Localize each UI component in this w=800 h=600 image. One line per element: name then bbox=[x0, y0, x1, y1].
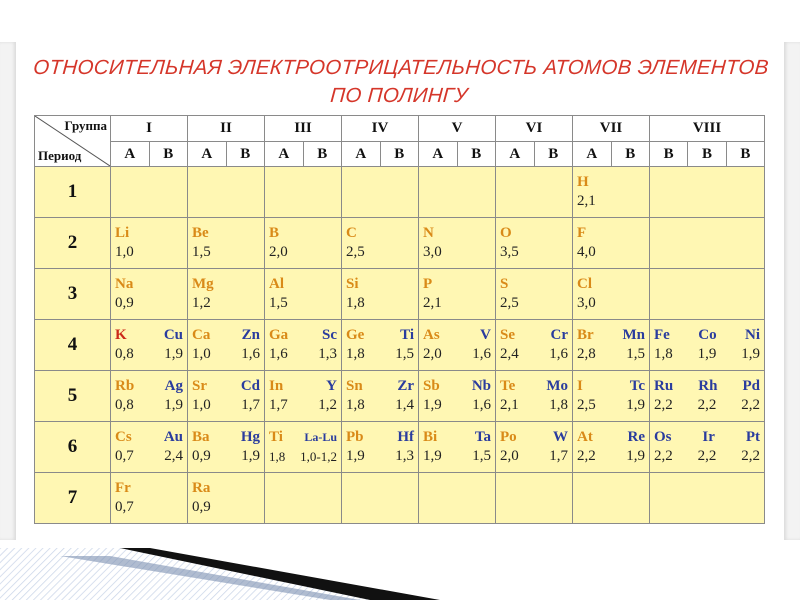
element-symbol: Ga bbox=[269, 327, 289, 343]
electronegativity-value: 1,8 bbox=[346, 397, 365, 413]
electronegativity-value: 1,9 bbox=[741, 346, 760, 362]
electronegativity-value: 1,5 bbox=[269, 295, 288, 311]
element-symbol: Ra bbox=[192, 480, 211, 496]
electronegativity-value: 2,2 bbox=[741, 397, 760, 413]
electronegativity-value: 1,0 bbox=[115, 244, 134, 260]
subgroup-label: A bbox=[124, 145, 136, 162]
electronegativity-value: 1,3 bbox=[318, 346, 337, 362]
element-cell bbox=[419, 218, 496, 269]
period-row bbox=[35, 473, 765, 524]
electronegativity-value: 1,6 bbox=[549, 346, 568, 362]
electronegativity-value: 0,7 bbox=[115, 448, 134, 464]
electronegativity-value: 1,5 bbox=[626, 346, 645, 362]
element-symbol: Zr bbox=[397, 378, 414, 394]
element-symbol: Mn bbox=[622, 327, 645, 343]
element-symbol: Ba bbox=[192, 429, 210, 445]
electronegativity-value: 3,0 bbox=[423, 244, 442, 260]
electronegativity-value: 2,0 bbox=[423, 346, 442, 362]
element-symbol: Sb bbox=[423, 378, 440, 394]
element-cell bbox=[573, 269, 650, 320]
subgroup-label: B bbox=[317, 145, 328, 162]
element-symbol: Ru bbox=[654, 378, 674, 394]
group-header-IV: IV bbox=[342, 116, 419, 142]
element-symbol: Ta bbox=[474, 429, 491, 445]
element-cell bbox=[188, 269, 265, 320]
element-symbol: Pb bbox=[346, 429, 364, 445]
element-symbol: Li bbox=[115, 225, 130, 241]
element-symbol: W bbox=[553, 429, 568, 445]
element-cell bbox=[419, 473, 496, 524]
electronegativity-value: 2,4 bbox=[164, 448, 183, 464]
element-symbol: Po bbox=[500, 429, 517, 445]
element-cell bbox=[342, 167, 419, 218]
element-cell bbox=[650, 371, 765, 422]
electronegativity-value: 2,1 bbox=[423, 295, 442, 311]
electronegativity-value: 2,2 bbox=[654, 397, 673, 413]
element-cell bbox=[265, 371, 342, 422]
element-symbol: Hg bbox=[240, 429, 260, 445]
element-cell bbox=[111, 320, 188, 371]
element-symbol: Sc bbox=[322, 327, 337, 343]
element-cell bbox=[265, 320, 342, 371]
electronegativity-value: 1,9 bbox=[241, 448, 260, 464]
element-symbol: Cs bbox=[115, 429, 132, 445]
element-cell bbox=[573, 320, 650, 371]
group-header-VIII: VIII bbox=[650, 116, 765, 142]
electronegativity-value: 1,8 bbox=[654, 346, 673, 362]
element-symbol: Ca bbox=[192, 327, 211, 343]
element-symbol: Te bbox=[500, 378, 516, 394]
electronegativity-value: 1,5 bbox=[192, 244, 211, 260]
element-cell bbox=[265, 422, 342, 473]
element-symbol: Ti bbox=[269, 429, 283, 445]
element-cell bbox=[496, 371, 573, 422]
element-cell bbox=[111, 167, 188, 218]
electronegativity-value: 0,8 bbox=[115, 397, 134, 413]
subgroup-header-cell bbox=[265, 142, 342, 167]
subgroup-label: A bbox=[432, 145, 444, 162]
period-row bbox=[35, 320, 765, 371]
electronegativity-value: 0,8 bbox=[115, 346, 134, 362]
electronegativity-value: 1,9 bbox=[423, 448, 442, 464]
element-cell bbox=[265, 218, 342, 269]
subgroup-label: A bbox=[355, 145, 367, 162]
element-symbol: B bbox=[269, 225, 280, 241]
element-symbol: Hf bbox=[397, 429, 414, 445]
element-symbol: In bbox=[269, 378, 284, 394]
element-symbol: K bbox=[115, 327, 127, 343]
subgroup-label: B bbox=[625, 145, 636, 162]
period-label: Период bbox=[38, 148, 82, 163]
electronegativity-value: 4,0 bbox=[577, 244, 596, 260]
element-cell bbox=[342, 473, 419, 524]
subgroup-label: B bbox=[163, 145, 174, 162]
element-cell bbox=[573, 167, 650, 218]
period-number: 2 bbox=[35, 218, 111, 269]
element-symbol: Os bbox=[654, 429, 672, 445]
electronegativity-value: 1,6 bbox=[269, 346, 288, 362]
electronegativity-value: 2,5 bbox=[346, 244, 365, 260]
electronegativity-value: 2,2 bbox=[654, 448, 673, 464]
element-cell bbox=[188, 371, 265, 422]
element-symbol: Si bbox=[346, 276, 359, 292]
electronegativity-value: 2,8 bbox=[577, 346, 596, 362]
header-corner-cell bbox=[35, 116, 111, 167]
electronegativity-value: 1,9 bbox=[164, 346, 183, 362]
group-header-I: I bbox=[111, 116, 188, 142]
element-cell bbox=[496, 269, 573, 320]
element-symbol: Se bbox=[500, 327, 515, 343]
decorative-stripe bbox=[0, 548, 440, 600]
period-row bbox=[35, 269, 765, 320]
element-symbol: Y bbox=[326, 378, 337, 394]
element-cell bbox=[265, 167, 342, 218]
electronegativity-value: 1,9 bbox=[697, 346, 717, 362]
element-cell bbox=[496, 422, 573, 473]
electronegativity-value: 1,5 bbox=[395, 346, 414, 362]
element-cell bbox=[650, 167, 765, 218]
element-symbol: P bbox=[423, 276, 433, 292]
period-row bbox=[35, 422, 765, 473]
subgroup-header-cell bbox=[573, 142, 650, 167]
electronegativity-value: 0,9 bbox=[115, 295, 134, 311]
subgroup-header-cell bbox=[342, 142, 419, 167]
subgroup-label: B bbox=[548, 145, 559, 162]
element-cell bbox=[188, 422, 265, 473]
element-cell bbox=[111, 473, 188, 524]
period-number: 4 bbox=[35, 320, 111, 371]
element-cell bbox=[496, 473, 573, 524]
element-symbol: Sr bbox=[192, 378, 207, 394]
element-cell bbox=[111, 218, 188, 269]
electronegativity-value: 2,5 bbox=[577, 397, 596, 413]
element-symbol: Rh bbox=[698, 378, 718, 394]
electronegativity-value: 0,9 bbox=[192, 499, 211, 515]
element-symbol: Tc bbox=[629, 378, 645, 394]
electronegativity-value: 1,6 bbox=[472, 397, 491, 413]
element-cell bbox=[650, 218, 765, 269]
element-symbol: Ni bbox=[744, 327, 760, 343]
element-symbol: Be bbox=[192, 225, 209, 241]
element-cell bbox=[419, 320, 496, 371]
element-cell bbox=[419, 422, 496, 473]
electronegativity-value: 1,7 bbox=[241, 397, 260, 413]
element-cell bbox=[111, 269, 188, 320]
element-cell bbox=[342, 422, 419, 473]
element-symbol: Fe bbox=[654, 327, 670, 343]
electronegativity-value: 1,0 bbox=[192, 346, 211, 362]
element-cell bbox=[188, 320, 265, 371]
element-symbol: Cu bbox=[163, 327, 183, 343]
element-symbol: Ti bbox=[400, 327, 414, 343]
electronegativity-value: 2,4 bbox=[500, 346, 519, 362]
electronegativity-value: 2,2 bbox=[697, 397, 717, 413]
electronegativity-value: 1,3 bbox=[395, 448, 414, 464]
electronegativity-value: 1,2 bbox=[192, 295, 211, 311]
element-symbol: Cd bbox=[240, 378, 260, 394]
period-number: 5 bbox=[35, 371, 111, 422]
electronegativity-value: 1,9 bbox=[626, 448, 645, 464]
element-cell bbox=[342, 371, 419, 422]
electronegativity-value: 1,9 bbox=[164, 397, 183, 413]
electronegativity-value: 1,8 bbox=[269, 449, 286, 464]
subgroup-label: A bbox=[201, 145, 213, 162]
group-label: Группа bbox=[64, 118, 107, 133]
period-number: 7 bbox=[35, 473, 111, 524]
group-header-VII: VII bbox=[573, 116, 650, 142]
element-cell bbox=[650, 473, 765, 524]
element-symbol: Re bbox=[627, 429, 645, 445]
subgroup-header-cell bbox=[496, 142, 573, 167]
element-symbol: As bbox=[423, 327, 440, 343]
element-symbol: C bbox=[346, 225, 357, 241]
subgroup-label: B bbox=[663, 145, 674, 162]
title-line-1: ОТНОСИТЕЛЬНАЯ ЭЛЕКТРООТРИЦАТЕЛЬНОСТЬ АТОМОВ ЭЛЕМЕНТОВ bbox=[32, 56, 770, 79]
element-cell bbox=[419, 269, 496, 320]
element-cell bbox=[342, 320, 419, 371]
element-cell bbox=[188, 473, 265, 524]
element-cell bbox=[111, 371, 188, 422]
element-cell bbox=[265, 269, 342, 320]
element-symbol: Cl bbox=[577, 276, 592, 292]
electronegativity-value: 3,5 bbox=[500, 244, 519, 260]
group-header-row bbox=[35, 116, 765, 142]
period-row bbox=[35, 371, 765, 422]
element-symbol: Mg bbox=[192, 276, 214, 292]
electronegativity-value: 1,8 bbox=[346, 346, 365, 362]
title-line-2: ПО ПОЛИНГУ bbox=[329, 84, 469, 107]
electronegativity-value: 2,5 bbox=[500, 295, 519, 311]
electronegativity-value: 2,1 bbox=[500, 397, 519, 413]
subgroup-label: A bbox=[278, 145, 290, 162]
element-cell bbox=[573, 218, 650, 269]
subgroup-label: B bbox=[240, 145, 251, 162]
element-symbol: N bbox=[423, 225, 434, 241]
subgroup-header-cell bbox=[419, 142, 496, 167]
element-cell bbox=[188, 167, 265, 218]
period-row bbox=[35, 167, 765, 218]
element-cell bbox=[496, 218, 573, 269]
element-symbol: Na bbox=[115, 276, 134, 292]
element-cell bbox=[650, 320, 765, 371]
element-symbol: Ge bbox=[346, 327, 365, 343]
electronegativity-table bbox=[34, 115, 765, 524]
element-symbol: Cr bbox=[550, 327, 568, 343]
element-cell bbox=[573, 422, 650, 473]
group-header-VI: VI bbox=[496, 116, 573, 142]
element-symbol: Fr bbox=[115, 480, 131, 496]
element-symbol: Al bbox=[269, 276, 284, 292]
element-symbol: I bbox=[577, 378, 583, 394]
element-symbol: Bi bbox=[423, 429, 438, 445]
element-cell bbox=[188, 218, 265, 269]
subgroup-label: B bbox=[394, 145, 405, 162]
electronegativity-value: 1,9 bbox=[626, 397, 645, 413]
element-symbol: Au bbox=[163, 429, 183, 445]
element-symbol: O bbox=[500, 225, 512, 241]
element-cell bbox=[419, 371, 496, 422]
electronegativity-value: 0,7 bbox=[115, 499, 134, 515]
electronegativity-value: 1,6 bbox=[472, 346, 491, 362]
subgroup-label: A bbox=[586, 145, 598, 162]
element-cell bbox=[496, 167, 573, 218]
period-number: 6 bbox=[35, 422, 111, 473]
electronegativity-value: 1,4 bbox=[395, 397, 414, 413]
element-cell bbox=[342, 218, 419, 269]
electronegativity-value: 1,0 bbox=[192, 397, 211, 413]
electronegativity-value: 1,7 bbox=[549, 448, 568, 464]
electronegativity-value: 1,9 bbox=[346, 448, 365, 464]
electronegativity-value: 2,0 bbox=[269, 244, 288, 260]
element-cell bbox=[342, 269, 419, 320]
electronegativity-value: 2,2 bbox=[577, 448, 596, 464]
element-symbol: Mo bbox=[546, 378, 568, 394]
element-symbol: Nb bbox=[471, 378, 491, 394]
element-symbol: S bbox=[500, 276, 509, 292]
subgroup-header-cell bbox=[650, 142, 765, 167]
group-header-III: III bbox=[265, 116, 342, 142]
subgroup-header-cell bbox=[188, 142, 265, 167]
element-cell bbox=[650, 269, 765, 320]
subgroup-header-row bbox=[35, 142, 765, 167]
electronegativity-value: 1,0-1,2 bbox=[300, 449, 337, 464]
period-number: 3 bbox=[35, 269, 111, 320]
electronegativity-value: 3,0 bbox=[577, 295, 596, 311]
electronegativity-value: 1,6 bbox=[241, 346, 260, 362]
element-symbol: V bbox=[480, 327, 491, 343]
slide-frame-right bbox=[784, 42, 800, 540]
electronegativity-value: 2,1 bbox=[577, 193, 596, 209]
element-symbol: La-Lu bbox=[304, 430, 337, 444]
element-symbol: F bbox=[577, 225, 587, 241]
element-symbol: Pd bbox=[742, 378, 760, 394]
electronegativity-value: 1,2 bbox=[318, 397, 337, 413]
group-header-V: V bbox=[419, 116, 496, 142]
period-number: 1 bbox=[35, 167, 111, 218]
element-cell bbox=[111, 422, 188, 473]
element-cell bbox=[573, 371, 650, 422]
electronegativity-value: 1,5 bbox=[472, 448, 491, 464]
element-symbol: H bbox=[577, 174, 589, 190]
subgroup-header-cell bbox=[111, 142, 188, 167]
element-symbol: Ag bbox=[164, 378, 183, 394]
electronegativity-value: 0,9 bbox=[192, 448, 211, 464]
page-title bbox=[18, 54, 782, 110]
subgroup-label: B bbox=[471, 145, 482, 162]
electronegativity-value: 1,8 bbox=[549, 397, 568, 413]
electronegativity-value: 2,2 bbox=[741, 448, 760, 464]
electronegativity-value: 2,2 bbox=[697, 448, 717, 464]
element-cell bbox=[265, 473, 342, 524]
electronegativity-value: 1,8 bbox=[346, 295, 365, 311]
element-cell bbox=[496, 320, 573, 371]
element-symbol: Ir bbox=[702, 429, 715, 445]
element-symbol: Pt bbox=[745, 429, 760, 445]
element-symbol: At bbox=[577, 429, 593, 445]
element-symbol: Sn bbox=[346, 378, 363, 394]
element-symbol: Zn bbox=[241, 327, 260, 343]
element-cell bbox=[419, 167, 496, 218]
electronegativity-value: 1,7 bbox=[269, 397, 288, 413]
element-symbol: Rb bbox=[115, 378, 135, 394]
element-cell bbox=[573, 473, 650, 524]
subgroup-label: B bbox=[701, 145, 712, 162]
element-symbol: Co bbox=[698, 327, 717, 343]
element-cell bbox=[650, 422, 765, 473]
element-symbol: Br bbox=[577, 327, 594, 343]
electronegativity-value: 2,0 bbox=[500, 448, 519, 464]
period-row bbox=[35, 218, 765, 269]
slide-frame-left bbox=[0, 42, 16, 540]
electronegativity-value: 1,9 bbox=[423, 397, 442, 413]
group-header-II: II bbox=[188, 116, 265, 142]
subgroup-label: A bbox=[509, 145, 521, 162]
subgroup-label: B bbox=[740, 145, 751, 162]
